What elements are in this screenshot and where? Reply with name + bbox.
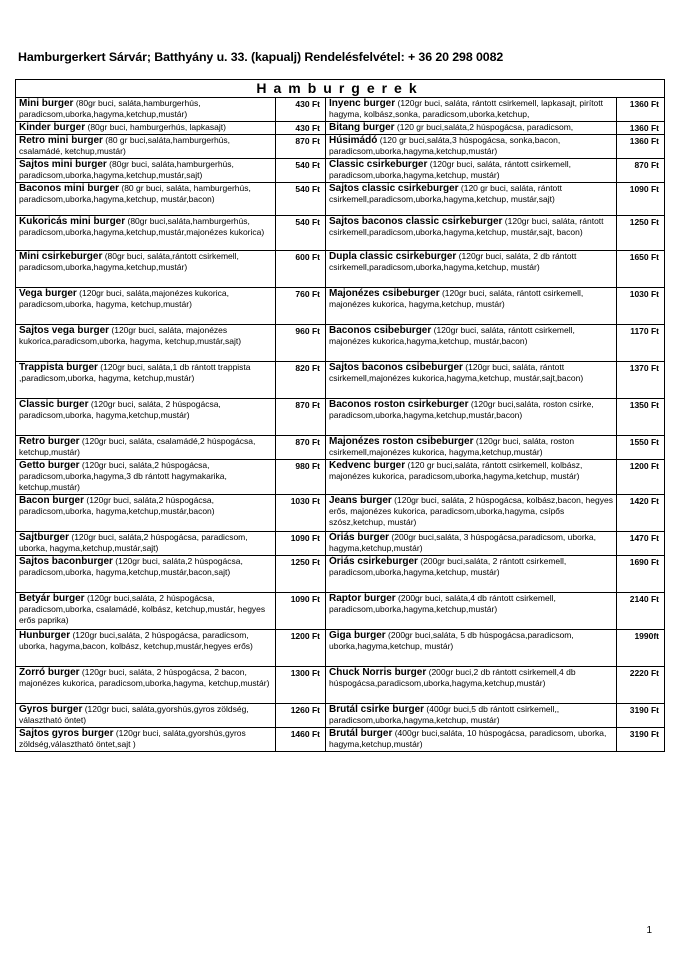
item-price: 870 Ft [276, 135, 326, 159]
item-name: Baconos csibeburger [329, 325, 432, 336]
item-description: (120gr buci, saláta, roston csirkemell,majonézes kukorica, hagyma,ketchup,mustár) [329, 436, 575, 457]
item-name: Zorró burger [19, 667, 80, 678]
menu-row [16, 216, 665, 251]
item-price: 1650 Ft [617, 251, 665, 288]
item-name: Brutál burger [329, 728, 393, 739]
menu-row [16, 495, 665, 532]
menu-item-right [326, 667, 617, 704]
item-price: 1200 Ft [276, 630, 326, 667]
menu-item-left [16, 135, 276, 159]
item-description: (80gr buci, hamburgerhús, lapkasajt) [85, 122, 226, 132]
item-price: 540 Ft [276, 159, 326, 183]
item-name: Majonézes csibeburger [329, 288, 440, 299]
item-price: 1260 Ft [276, 704, 326, 728]
item-description: (120gr buci, saláta,gyorshús,gyros zöldség,választható öntet,sajt ) [19, 728, 246, 749]
item-price: 1300 Ft [276, 667, 326, 704]
menu-item-left [16, 532, 276, 556]
item-description: (120gr buci, saláta,2 húspogácsa, paradicsom,uborka, hagyma,ketchup,mustár,bacon,sajt) [19, 556, 243, 577]
item-description: (120gr buci, saláta, rántott csirkemell, majonézes kukorica, hagyma,ketchup, mustár) [329, 288, 584, 309]
item-price: 1030 Ft [276, 495, 326, 532]
menu-item-right [326, 159, 617, 183]
item-name: Sajtos gyros burger [19, 728, 114, 739]
item-price: 2220 Ft [617, 667, 665, 704]
menu-item-left [16, 183, 276, 216]
item-name: Giga burger [329, 630, 386, 641]
menu-row [16, 460, 665, 495]
item-price: 1370 Ft [617, 362, 665, 399]
section-title: Hamburgerek [16, 80, 665, 98]
item-name: Getto burger [19, 460, 80, 471]
menu-row [16, 728, 665, 752]
menu-row [16, 667, 665, 704]
item-price: 1550 Ft [617, 436, 665, 460]
item-description: (120gr buci, saláta,2 húspogácsa, paradicsom,uborka, hagyma,ketchup,mustár,bacon) [19, 495, 215, 516]
item-name: Ínyenc burger [329, 98, 396, 109]
menu-item-left [16, 362, 276, 399]
item-name: Sajtos vega burger [19, 325, 110, 336]
item-description: (120 gr buci,saláta,3 húspogácsa, sonka,bacon, paradicsom,uborka,hagyma,ketchup,mustár) [329, 135, 561, 156]
item-price: 540 Ft [276, 216, 326, 251]
menu-item-left [16, 216, 276, 251]
menu-row [16, 704, 665, 728]
menu-item-right [326, 556, 617, 593]
item-description: (120gr buci, saláta, csalamádé,2 húspogácsa, ketchup,mustár) [19, 436, 256, 457]
item-description: (80gr buci, saláta,hamburgerhús, paradicsom,uborka,hagyma,ketchup,mustár) [19, 98, 201, 119]
menu-item-left [16, 593, 276, 630]
menu-item-left [16, 556, 276, 593]
item-name: Kukoricás mini burger [19, 216, 126, 227]
item-price: 1090 Ft [276, 532, 326, 556]
item-name: Húsimádó [329, 135, 378, 146]
item-name: Mini csirkeburger [19, 251, 103, 262]
item-name: Vega burger [19, 288, 77, 299]
item-description: (120gr buci,saláta, 2 húspogácsa, paradicsom, uborka, hagyma,bacon, kolbász, ketchup,mustár,hegyes erős) [19, 630, 253, 651]
menu-row [16, 593, 665, 630]
item-description: (200gr buci,2 db rántott csirkemell,4 db húspogácsa,paradicsom,uborka,hagyma,ketchup,mustár) [329, 667, 576, 688]
item-price: 1360 Ft [617, 122, 665, 135]
menu-row [16, 251, 665, 288]
item-name: Sajtos classic csirkeburger [329, 183, 459, 194]
item-name: Brutál csirke burger [329, 704, 425, 715]
item-description: (200gr buci,saláta, 3 húspogácsa,paradicsom, uborka, hagyma,ketchup,mustár) [329, 532, 596, 553]
item-price: 870 Ft [276, 436, 326, 460]
item-name: Classic burger [19, 399, 89, 410]
menu-item-right [326, 495, 617, 532]
item-description: (400gr buci,5 db rántott csirkemell,, paradicsom,uborka,hagyma,ketchup, mustár) [329, 704, 560, 725]
item-name: Mini burger [19, 98, 74, 109]
item-price: 3190 Ft [617, 704, 665, 728]
restaurant-header: Hamburgerkert Sárvár; Batthyány u. 33. (kapualj) Rendelésfelvétel: + 36 20 298 0082 [18, 50, 504, 64]
item-description: (120gr buci, saláta, 2 húspogácsa, kolbász,bacon, hegyes erős, majonézes kukorica, paradicsom,uborka,hagyma, csípős szósz,ketchup, mustár) [329, 495, 613, 527]
item-description: (120gr buci,saláta, 2 húspogácsa, paradicsom,uborka, csalamádé, kolbász, ketchup,mustár, hegyes erős paprika) [19, 593, 266, 625]
item-price: 1360 Ft [617, 135, 665, 159]
menu-row [16, 399, 665, 436]
item-price: 1250 Ft [617, 216, 665, 251]
item-name: Majonézes roston csibeburger [329, 436, 474, 447]
item-price: 600 Ft [276, 251, 326, 288]
menu-row [16, 532, 665, 556]
menu-item-right [326, 460, 617, 495]
menu-item-right [326, 399, 617, 436]
menu-item-right [326, 325, 617, 362]
item-price: 430 Ft [276, 98, 326, 122]
item-price: 1170 Ft [617, 325, 665, 362]
item-price: 1250 Ft [276, 556, 326, 593]
item-description: (120gr buci, saláta,gyorshús,gyros zöldség, választható öntet) [19, 704, 249, 725]
menu-row [16, 325, 665, 362]
item-description: (120 gr buci, saláta, rántott csirkemell,paradicsom,uborka,hagyma,ketchup, mustár,sajt) [329, 183, 563, 204]
item-description: (120gr buci, saláta, 2 db rántott csirkemell,paradicsom,uborka,hagyma,ketchup, mustár) [329, 251, 577, 272]
item-price: 1090 Ft [276, 593, 326, 630]
item-description: (400gr buci,saláta, 10 húspogácsa, paradicsom, uborka, hagyma,ketchup,mustár) [329, 728, 607, 749]
menu-item-left [16, 630, 276, 667]
menu-row [16, 556, 665, 593]
item-description: (120gr buci, saláta,majonézes kukorica, paradicsom,uborka, hagyma, ketchup,mustár) [19, 288, 229, 309]
menu-item-right [326, 436, 617, 460]
item-description: (80gr buci, saláta,hamburgerhús, paradicsom,uborka,hagyma,ketchup,mustár,sajt) [19, 159, 234, 180]
item-description: (120gr buci, saláta,1 db rántott trappista ,paradicsom,uborka, hagyma, ketchup,mustár) [19, 362, 251, 383]
item-description: (120gr buci, saláta, majonézes kukorica,paradicsom,uborka, hagyma, ketchup,mustár,sajt) [19, 325, 242, 346]
item-description: (120 gr buci,saláta,2 húspogácsa, paradicsom, [394, 122, 574, 132]
item-name: Baconos roston csirkeburger [329, 399, 469, 410]
menu-item-right [326, 630, 617, 667]
item-price: 820 Ft [276, 362, 326, 399]
item-name: Bacon burger [19, 495, 85, 506]
item-price: 760 Ft [276, 288, 326, 325]
menu-item-right [326, 183, 617, 216]
menu-item-right [326, 216, 617, 251]
item-name: Sajtburger [19, 532, 70, 543]
item-description: (80 gr buci,saláta,hamburgerhús, csalamádé, ketchup,mustár) [19, 135, 231, 156]
item-name: Kedvenc burger [329, 460, 406, 471]
menu-row [16, 183, 665, 216]
item-price: 1460 Ft [276, 728, 326, 752]
item-name: Sajtos baconos csibeburger [329, 362, 463, 373]
menu-item-left [16, 667, 276, 704]
item-price: 1420 Ft [617, 495, 665, 532]
menu-item-right [326, 135, 617, 159]
item-name: Trappista burger [19, 362, 98, 373]
item-price: 2140 Ft [617, 593, 665, 630]
item-description: (200gr buci, saláta,4 db rántott csirkemell, paradicsom,uborka,hagyma,ketchup,mustár) [329, 593, 556, 614]
menu-item-left [16, 122, 276, 135]
item-name: Sajtos baconos classic csirkeburger [329, 216, 503, 227]
menu-item-right [326, 288, 617, 325]
item-name: Sajtos mini burger [19, 159, 107, 170]
item-price: 1030 Ft [617, 288, 665, 325]
item-name: Retro mini burger [19, 135, 103, 146]
item-name: Dupla classic csirkeburger [329, 251, 457, 262]
item-description: (120gr buci, saláta,2 húspogácsa, paradicsom, uborka, hagyma,ketchup,mustár,sajt) [19, 532, 248, 553]
item-name: Betyár burger [19, 593, 85, 604]
item-name: Hunburger [19, 630, 71, 641]
item-description: (120 gr buci,saláta, rántott csirkemell, kolbász, majonézes kukorica, paradicsom,uborka,hagyma,ketchup, mustár) [329, 460, 583, 481]
menu-row [16, 288, 665, 325]
item-price: 540 Ft [276, 183, 326, 216]
item-description: (80gr buci,saláta,hamburgerhús, paradicsom,uborka,hagyma,ketchup,mustár,majonézes kukorica) [19, 216, 265, 237]
menu-item-left [16, 288, 276, 325]
menu-item-right [326, 532, 617, 556]
menu-item-right [326, 704, 617, 728]
item-price: 870 Ft [276, 399, 326, 436]
item-price: 1470 Ft [617, 532, 665, 556]
item-name: Chuck Norris burger [329, 667, 427, 678]
item-description: (200gr buci,saláta, 2 rántott csirkemell, paradicsom,uborka,hagyma,ketchup, mustár) [329, 556, 567, 577]
menu-item-right [326, 593, 617, 630]
menu-item-left [16, 460, 276, 495]
item-price: 1350 Ft [617, 399, 665, 436]
menu-item-left [16, 251, 276, 288]
menu-row [16, 159, 665, 183]
menu-row [16, 122, 665, 135]
menu-item-right [326, 728, 617, 752]
menu-row [16, 98, 665, 122]
item-name: Retro burger [19, 436, 80, 447]
menu-row [16, 630, 665, 667]
item-price: 1990ft [617, 630, 665, 667]
title-row [16, 80, 665, 98]
item-description: (80 gr buci, saláta, hamburgerhús, paradicsom,uborka,hagyma,ketchup, mustár,bacon) [19, 183, 251, 204]
item-name: Kinder burger [19, 122, 86, 133]
item-description: (120gr buci, saláta, rántott csirkemell,majonézes kukorica,hagyma,ketchup, mustár,sajt,bacon) [329, 362, 584, 383]
menu-item-left [16, 704, 276, 728]
item-description: (120gr buci, saláta, rántott csirkemell, paradicsom,uborka,hagyma,ketchup, mustár) [329, 159, 572, 180]
item-description: (120gr buci, saláta, 2 húspogácsa, 2 bacon, majonézes kukorica, paradicsom,uborka,hagyma, ketchup,mustár) [19, 667, 270, 688]
menu-item-right [326, 362, 617, 399]
menu-item-left [16, 159, 276, 183]
item-name: Bitang burger [329, 122, 395, 133]
menu-item-right [326, 98, 617, 122]
item-price: 1360 Ft [617, 98, 665, 122]
item-description: (120gr buci, saláta, rántott csirkemell, lapkasajt, pirított hagyma, kolbász,sonka, paradicsom,uborka,ketchup, [329, 98, 604, 119]
item-description: (120gr buci, saláta, rántott csirkemell, majonézes kukorica,hagyma,ketchup, mustár,bacon) [329, 325, 575, 346]
item-name: Classic csirkeburger [329, 159, 428, 170]
item-name: Raptor burger [329, 593, 396, 604]
item-description: (120gr buci, saláta, rántott csirkemell,paradicsom,uborka,hagyma,ketchup, mustár,sajt, bacon) [329, 216, 604, 237]
item-description: (80gr buci, saláta,rántott csirkemell, paradicsom,uborka,hagyma,ketchup,mustár) [19, 251, 239, 272]
menu-table [15, 79, 665, 752]
item-description: (120gr buci, saláta,2 húspogácsa, paradicsom,uborka,hagyma,3 db rántott hagymakarika, ketchup,mustár) [19, 460, 227, 492]
page-number: 1 [646, 925, 652, 936]
item-name: Óriás csirkeburger [329, 556, 418, 567]
item-description: (120gr buci, saláta, 2 húspogácsa, paradicsom,uborka, hagyma,ketchup,mustár) [19, 399, 221, 420]
item-description: (120gr buci,saláta, roston csirke, paradicsom,uborka,hagyma,ketchup,mustár,bacon) [329, 399, 594, 420]
menu-row [16, 362, 665, 399]
menu-item-left [16, 495, 276, 532]
menu-item-left [16, 728, 276, 752]
menu-item-left [16, 325, 276, 362]
menu-row [16, 436, 665, 460]
menu-item-right [326, 122, 617, 135]
menu-item-left [16, 98, 276, 122]
menu-item-left [16, 436, 276, 460]
item-price: 870 Ft [617, 159, 665, 183]
item-description: (200gr buci,saláta, 5 db húspogácsa,paradicsom, uborka,hagyma,ketchup, mustár) [329, 630, 574, 651]
item-price: 1690 Ft [617, 556, 665, 593]
item-name: Óriás burger [329, 532, 390, 543]
item-price: 1200 Ft [617, 460, 665, 495]
item-name: Baconos mini burger [19, 183, 120, 194]
item-price: 960 Ft [276, 325, 326, 362]
menu-item-right [326, 251, 617, 288]
item-name: Gyros burger [19, 704, 83, 715]
item-price: 430 Ft [276, 122, 326, 135]
menu-item-left [16, 399, 276, 436]
item-name: Jeans burger [329, 495, 392, 506]
item-price: 980 Ft [276, 460, 326, 495]
menu-row [16, 135, 665, 159]
item-price: 1090 Ft [617, 183, 665, 216]
item-name: Sajtos baconburger [19, 556, 113, 567]
item-price: 3190 Ft [617, 728, 665, 752]
